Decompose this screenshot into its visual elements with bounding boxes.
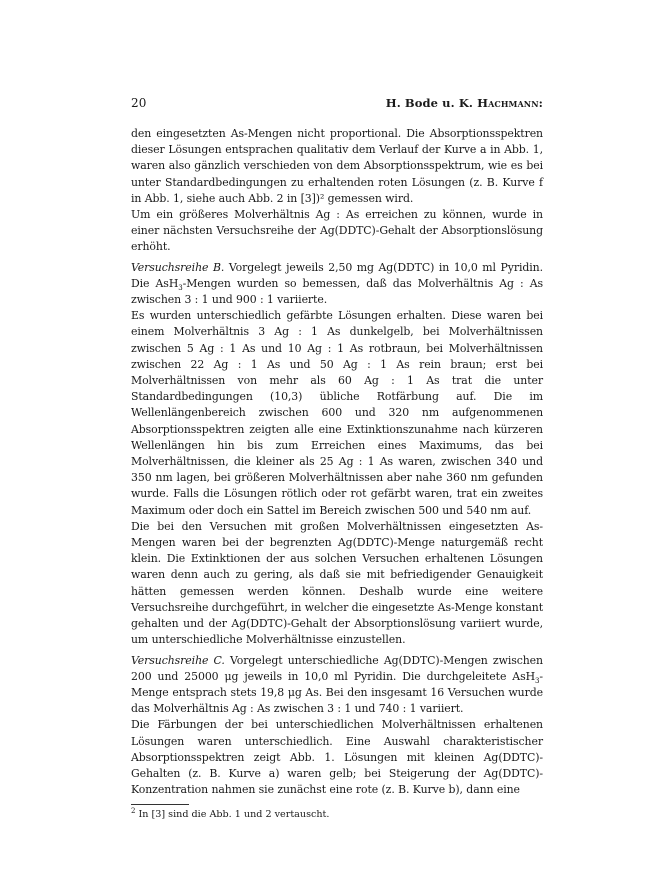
page-number: 20 [131, 96, 147, 110]
running-head-authors [386, 96, 543, 110]
footnote-mark: 2 [131, 807, 136, 816]
footnote-text: In [3] sind die Abb. 1 und 2 vertauscht. [135, 809, 330, 821]
paragraph-2: Um ein größeres Molverhältnis Ag : As erreichen zu können, wurde in einer nächsten Versuchsreihe der Ag(DDTC)-Gehalt der Absorptionslösung erhöht. [131, 208, 543, 254]
series-b-text-a: Vorgelegt jeweils 2,50 mg Ag(DDTC) in 10,0 ml Pyridin. Die AsH [131, 260, 543, 290]
subscript: 3 [535, 676, 540, 685]
series-c-text-b: -Menge entsprach stets 19,8 μg As. Bei den insgesamt 16 Versuchen wurde das Molverhältnis Ag : As zwischen 3 : 1 und 740 : 1 variiert. [131, 669, 543, 716]
paragraph-7: Die Färbungen der bei unterschiedlichen Molverhältnissen erhaltenen Lösungen waren unterschiedlich. Eine Auswahl charakteristischer Absorptionsspektren zeigt Abb. 1. Lösungen mit kleinen Ag(DDTC)-Gehalten (z. B. Kurve a) waren gelb; bei Steigerung der Ag(DDTC)-Konzentration nahmen sie zunächst eine rote (z. B. Kurve b), dann eine [131, 718, 543, 797]
paragraph-1: den eingesetzten As-Mengen nicht proportional. Die Absorptionsspektren dieser Lösungen entsprachen qualitativ dem Verlauf der Kurve a in Abb. 1, waren also gänzlich verschieden von dem Absorptionsspektrum, wie es bei unter Standardbedingungen zu erhaltenden roten Lösungen (z. B. Kurve f in Abb. 1, siehe auch Abb. 2 in [3])² gemessen wird. [131, 127, 543, 205]
series-b-text-b: -Mengen wurden so bemessen, daß das Molverhältnis Ag : As zwischen 3 : 1 und 900 : 1 variierte. [131, 276, 543, 307]
series-b-label: Versuchsreihe B. [131, 260, 225, 274]
author-text: H. Bode u. K. [385, 96, 478, 110]
paragraph-5: Die bei den Versuchen mit großen Molverhältnissen eingesetzten As-Mengen waren bei der begrenzten Ag(DDTC)-Menge naturgemäß recht klein. Die Extinktionen der aus solchen Versuchen erhaltenen Lösungen waren denn auch zu gering, als daß sie mit befriedigender Genauigkeit hätten gemessen werden können. Deshalb wurde eine weitere Versuchsreihe durchgeführt, in welcher die eingesetzte As-Menge konstant gehalten und der Ag(DDTC)-Gehalt der Absorptionslösung variiert wurde, um unterschiedliche Molverhältnisse einzustellen. [131, 519, 543, 647]
paragraph-versuchsreihe-c [131, 653, 543, 718]
article-body [131, 126, 543, 798]
paragraph-4: Es wurden unterschiedlich gefärbte Lösungen erhalten. Diese waren bei einem Molverhältnis 3 Ag : 1 As dunkelgelb, bei Molverhältnissen zwischen 5 Ag : 1 As und 10 Ag : 1 As rotbraun, bei Molverhältnissen zwischen 22 Ag : 1 As und 50 Ag : 1 As rein braun; erst bei Molverhältnissen von mehr als 60 Ag : 1 As trat die unter Standardbedingungen (10,3) übliche Rotfärbung auf. Die im Wellenlängenbereich zwischen 600 und 320 nm aufgenommenen Absorptionsspektren zeigten alle eine Extinktionszunahme nach kürzeren Wellenlängen hin bis zum Erreichen eines Maximums, das bei Molverhältnissen, die kleiner als 25 Ag : 1 As waren, zwischen 340 und 350 nm lagen, bei größeren Molverhältnissen aber nahe 360 nm gefunden wurde. Falls die Lösungen rötlich oder rot gefärbt waren, trat ein zweites Maximum oder doch ein Sattel im Bereich zwischen 500 und 540 nm auf. [131, 309, 543, 517]
series-c-label: Versuchsreihe C. [131, 653, 225, 667]
footnote-rule [131, 804, 189, 805]
author-surname: Hachmann [477, 96, 539, 110]
series-c-text-a: Vorgelegt unterschiedliche Ag(DDTC)-Mengen zwischen 200 und 25000 μg jeweils in 10,0 ml Pyridin. Die durchgeleitete AsH [131, 653, 543, 683]
journal-page [131, 96, 543, 821]
footnote [131, 808, 543, 821]
paragraph-versuchsreihe-b [131, 260, 543, 309]
author-suffix: : [538, 96, 543, 110]
running-header [131, 96, 543, 110]
subscript: 3 [178, 284, 183, 292]
